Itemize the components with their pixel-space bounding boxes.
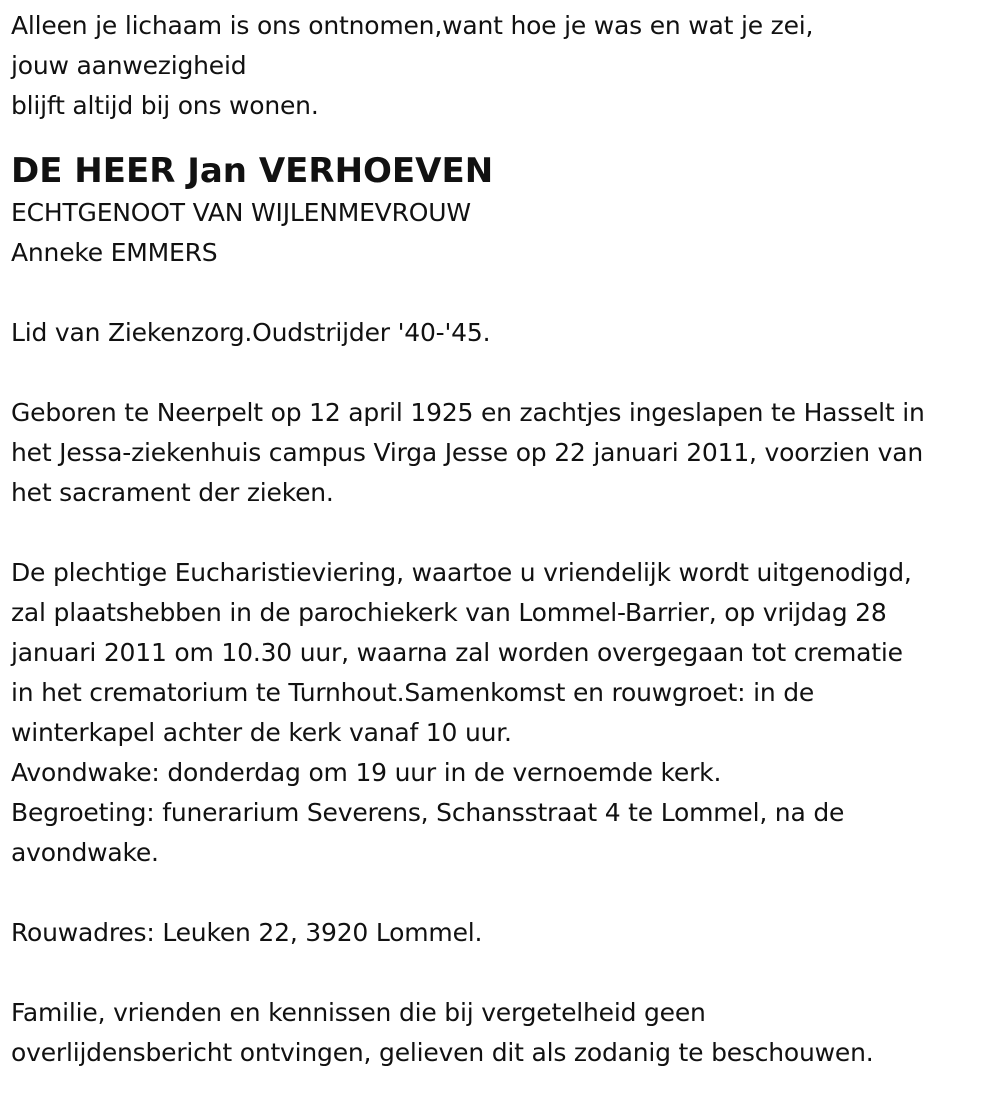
poem-line-2: jouw aanwezigheid: [11, 51, 247, 80]
address-text: Rouwadres: Leuken 22, 3920 Lommel.: [11, 918, 483, 947]
relation-text: ECHTGENOOT VAN WIJLENMEVROUW: [11, 198, 471, 227]
paragraph-line: zal plaatshebben in de parochiekerk van Lommel-Barrier, op vrijdag 28: [11, 598, 887, 627]
paragraph-line: Begroeting: funerarium Severens, Schansstraat 4 te Lommel, na de: [11, 798, 845, 827]
spouse-name: Anneke EMMERS: [11, 238, 218, 267]
memorial-poem: [11, 0, 991, 126]
paragraph-line: Familie, vrienden en kennissen die bij vergetelheid geen: [11, 998, 706, 1027]
membership-text: Lid van Ziekenzorg.Oudstrijder '40-'45.: [11, 318, 491, 347]
paragraph-line: winterkapel achter de kerk vanaf 10 uur.: [11, 718, 512, 747]
poem-line-3: blijft altijd bij ons wonen.: [11, 91, 319, 120]
poem-line-1: Alleen je lichaam is ons ontnomen,want hoe je was en wat je zei,: [11, 11, 814, 40]
birth-death-paragraph: [11, 393, 991, 513]
paragraph-line: het Jessa-ziekenhuis campus Virga Jesse op 22 januari 2011, voorzien van: [11, 438, 923, 467]
paragraph-line: het sacrament der zieken.: [11, 478, 334, 507]
ceremony-paragraph: [11, 553, 991, 873]
paragraph-line: Geboren te Neerpelt op 12 april 1925 en zachtjes ingeslapen te Hasselt in: [11, 398, 925, 427]
paragraph-line: januari 2011 om 10.30 uur, waarna zal worden overgegaan tot crematie: [11, 638, 903, 667]
obituary-notice: [11, 0, 991, 1073]
paragraph-line: avondwake.: [11, 838, 159, 867]
paragraph-line: overlijdensbericht ontvingen, gelieven dit als zodanig te beschouwen.: [11, 1038, 874, 1067]
paragraph-line: De plechtige Eucharistieviering, waartoe u vriendelijk wordt uitgenodigd,: [11, 558, 912, 587]
paragraph-line: Avondwake: donderdag om 19 uur in de vernoemde kerk.: [11, 758, 722, 787]
deceased-name: DE HEER Jan VERHOEVEN: [11, 151, 494, 191]
paragraph-line: in het crematorium te Turnhout.Samenkomst en rouwgroet: in de: [11, 678, 815, 707]
closing-paragraph: [11, 993, 991, 1073]
